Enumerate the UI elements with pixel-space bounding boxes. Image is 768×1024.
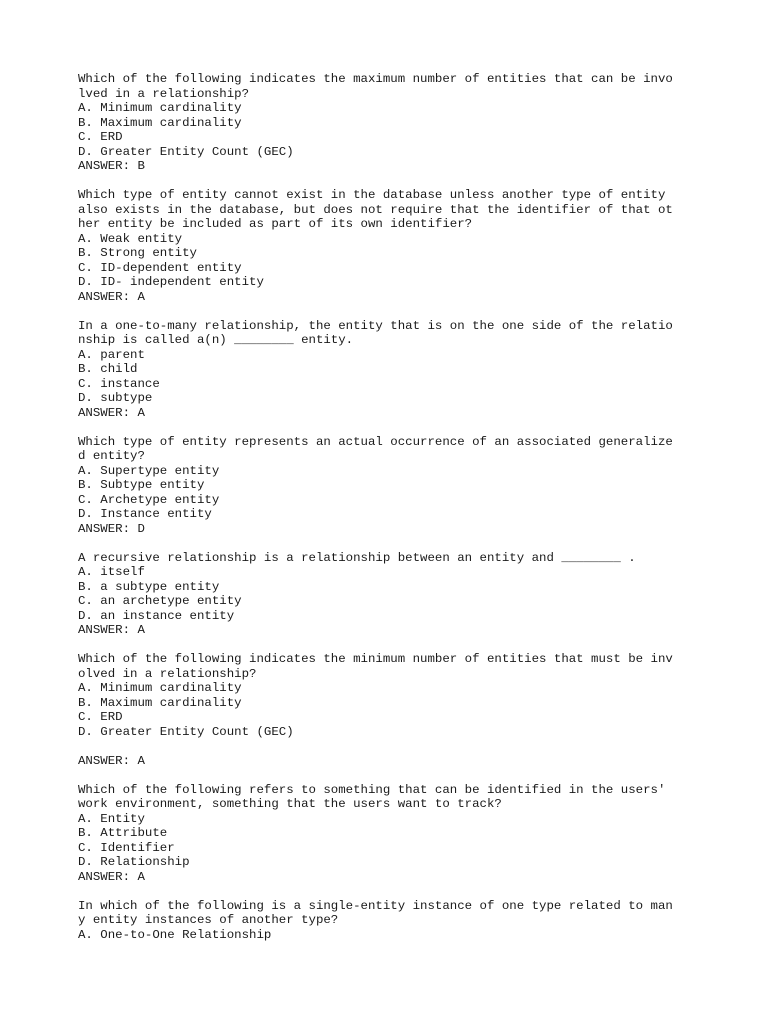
option-line: C. instance — [78, 376, 160, 391]
question-block — [78, 72, 698, 174]
option-line: D. an instance entity — [78, 608, 235, 623]
option-line: A. Minimum cardinality — [78, 101, 242, 115]
question-block — [78, 551, 698, 638]
option-line: B. Maximum cardinality — [78, 115, 242, 130]
option-line: C. an archetype entity — [78, 594, 242, 608]
question-line: also exists in the database, but does not require that the identifier of that ot — [78, 202, 673, 217]
question-line: work environment, something that the users want to track? — [78, 797, 502, 811]
answer-line: ANSWER: A — [78, 289, 145, 304]
question-block — [78, 783, 698, 885]
document-page — [78, 72, 698, 957]
question-line: Which of the following indicates the minimum number of entities that must be inv — [78, 652, 673, 666]
answer-line: ANSWER: A — [78, 405, 145, 420]
question-block — [78, 188, 698, 304]
option-line: D. Relationship — [78, 855, 190, 869]
answer-line: ANSWER: A — [78, 753, 145, 768]
question-line: olved in a relationship? — [78, 666, 257, 681]
option-line: A. parent — [78, 347, 145, 362]
option-line: B. Attribute — [78, 826, 168, 840]
option-line: D. Instance entity — [78, 507, 212, 521]
question-line: Which of the following indicates the maximum number of entities that can be invo — [78, 72, 673, 86]
option-line: C. ERD — [78, 130, 123, 144]
question-line: A recursive relationship is a relationship between an entity and ________ . — [78, 550, 636, 565]
option-line: A. Entity — [78, 811, 145, 826]
question-line: Which type of entity cannot exist in the database unless another type of entity — [78, 188, 666, 202]
option-line: A. Minimum cardinality — [78, 681, 242, 695]
answer-line: ANSWER: B — [78, 159, 145, 173]
option-line: D. ID- independent entity — [78, 275, 264, 289]
question-line: In a one-to-many relationship, the entity that is on the one side of the relatio — [78, 318, 673, 333]
option-line: B. Strong entity — [78, 246, 197, 260]
question-line: d entity? — [78, 449, 145, 463]
question-block — [78, 652, 698, 768]
answer-line: ANSWER: A — [78, 869, 145, 884]
blank-line — [78, 739, 698, 754]
question-line: lved in a relationship? — [78, 86, 250, 101]
question-line: her entity be included as part of its own identifier? — [78, 217, 473, 231]
answer-line: ANSWER: D — [78, 521, 145, 536]
question-line: Which of the following refers to something that can be identified in the users' — [78, 782, 666, 797]
option-line: D. Greater Entity Count (GEC) — [78, 724, 294, 739]
question-block — [78, 899, 698, 943]
option-line: C. ID-dependent entity — [78, 260, 242, 275]
option-line: A. Weak entity — [78, 231, 183, 246]
question-line: Which type of entity represents an actual occurrence of an associated generalize — [78, 434, 673, 449]
option-line: B. child — [78, 362, 138, 376]
option-line: A. One-to-One Relationship — [78, 927, 272, 942]
option-line: C. Archetype entity — [78, 492, 220, 507]
option-line: B. Maximum cardinality — [78, 695, 242, 710]
question-line: In which of the following is a single-entity instance of one type related to man — [78, 898, 673, 913]
option-line: D. subtype — [78, 391, 153, 405]
question-line: nship is called a(n) ________ entity. — [78, 333, 354, 347]
option-line: A. Supertype entity — [78, 463, 220, 478]
question-block — [78, 319, 698, 421]
option-line: D. Greater Entity Count (GEC) — [78, 144, 294, 159]
option-line: B. Subtype entity — [78, 478, 205, 492]
answer-line: ANSWER: A — [78, 623, 145, 637]
question-block — [78, 435, 698, 537]
option-line: C. Identifier — [78, 840, 175, 855]
option-line: B. a subtype entity — [78, 579, 220, 594]
option-line: A. itself — [78, 565, 145, 579]
option-line: C. ERD — [78, 710, 123, 724]
question-line: y entity instances of another type? — [78, 913, 339, 927]
